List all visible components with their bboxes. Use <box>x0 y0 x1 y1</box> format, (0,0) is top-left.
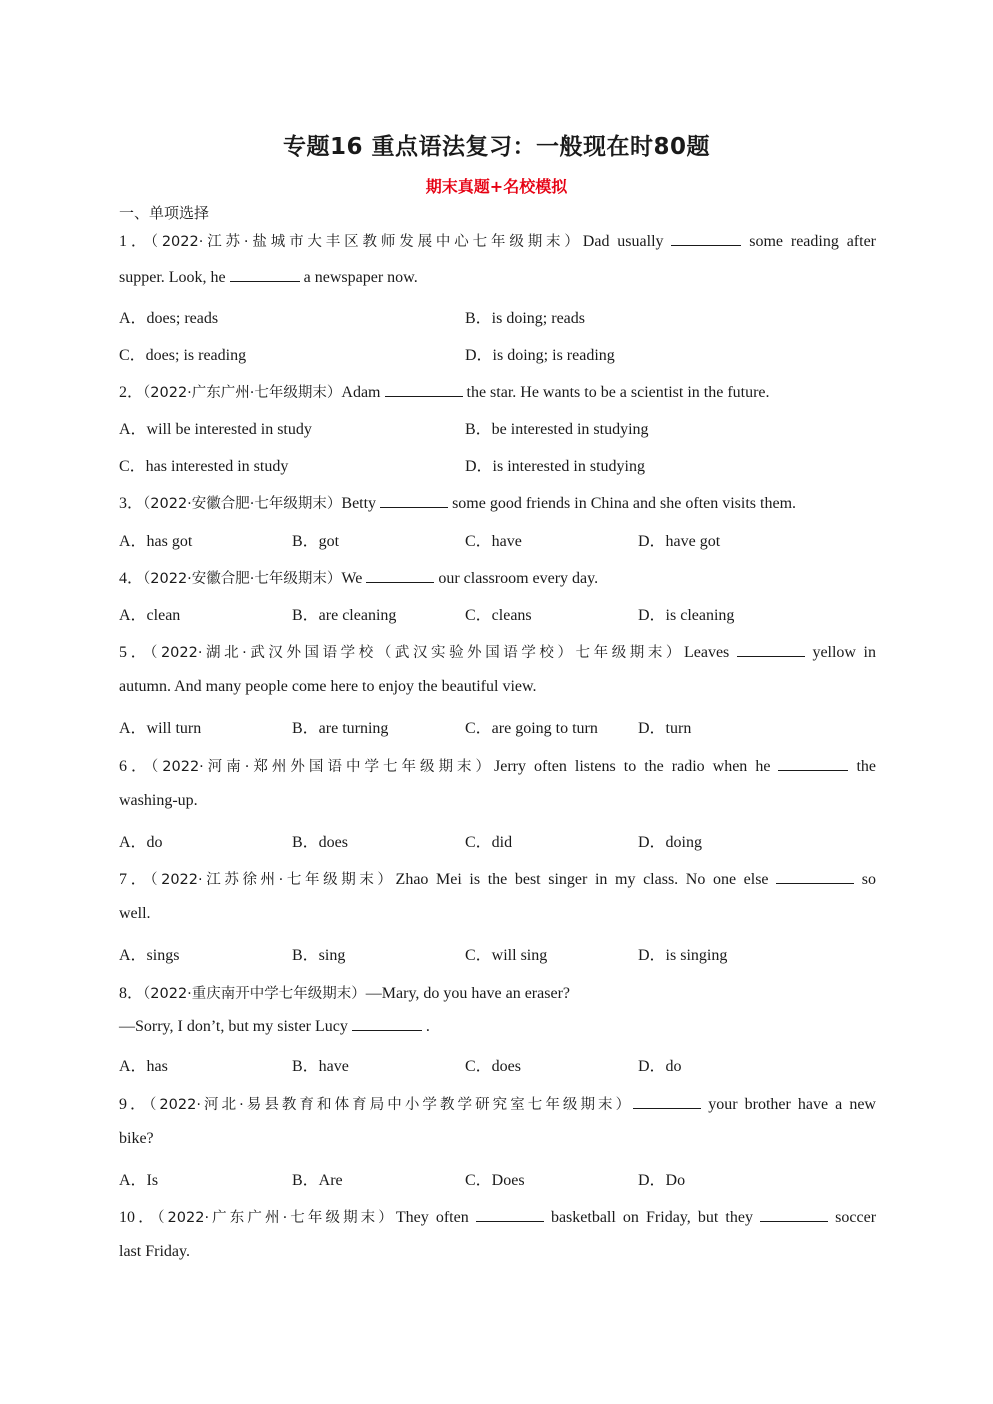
option-c[interactable]: C．are going to turn <box>465 720 598 737</box>
question-3-line-1: 3．（2022·安徽合肥·七年级期末）Betty some good friends in China and she often visits them. <box>119 495 797 512</box>
option-a[interactable]: A．Is <box>119 1172 159 1189</box>
answer-blank <box>366 568 434 583</box>
question-source: （2022·河北·易县教育和体育局中小学教学研究室七年级期末） <box>149 1097 634 1113</box>
option-c[interactable]: C．does; is reading <box>119 347 247 364</box>
question-2-line-1: 2．（2022·广东广州·七年级期末）Adam the star. He wants to be a scientist in the future. <box>119 384 770 401</box>
option-c[interactable]: C．has interested in study <box>119 458 289 475</box>
option-b[interactable]: B．are turning <box>292 720 389 737</box>
option-d[interactable]: D．doing <box>638 834 703 851</box>
option-a[interactable]: A．will be interested in study <box>119 421 312 438</box>
question-source: （2022·江苏徐州·七年级期末） <box>150 872 396 888</box>
option-c[interactable]: C．cleans <box>465 607 532 624</box>
option-d[interactable]: D．turn <box>638 720 692 737</box>
question-8-line-1: 8．（2022·重庆南开中学七年级期末）—Mary, do you have an eraser? <box>119 985 570 1002</box>
option-d[interactable]: D．is doing; is reading <box>465 347 615 364</box>
option-b[interactable]: B．got <box>292 533 340 550</box>
question-5-line-1: 5．（2022·湖北·武汉外国语学校（武汉实验外国语学校）七年级期末）Leaves yellow in <box>119 644 876 661</box>
answer-blank <box>385 382 463 397</box>
option-c[interactable]: C．have <box>465 533 522 550</box>
option-a[interactable]: A．has <box>119 1058 168 1075</box>
answer-blank <box>737 642 805 657</box>
option-a[interactable]: A．do <box>119 834 163 851</box>
question-7-line-2: well. <box>119 905 151 922</box>
question-source: （2022·湖北·武汉外国语学校（武汉实验外国语学校）七年级期末） <box>150 645 684 661</box>
answer-blank <box>380 493 448 508</box>
question-6-line-2: washing-up. <box>119 792 198 809</box>
question-4-line-1: 4．（2022·安徽合肥·七年级期末）We our classroom every day. <box>119 570 599 587</box>
question-1-line-1: 1．（2022·江苏·盐城市大丰区教师发展中心七年级期末）Dad usually some reading after <box>119 233 877 250</box>
option-b[interactable]: B．are cleaning <box>292 607 397 624</box>
question-source: （2022·河南·郑州外国语中学七年级期末） <box>151 759 494 775</box>
question-10-line-2: last Friday. <box>119 1243 190 1260</box>
option-b[interactable]: B．be interested in studying <box>465 421 649 438</box>
answer-blank <box>352 1016 422 1031</box>
question-source: （2022·广东广州·七年级期末） <box>143 385 342 401</box>
answer-blank <box>476 1207 544 1222</box>
question-source: （2022·江苏·盐城市大丰区教师发展中心七年级期末） <box>150 234 583 250</box>
section-heading: 一、单项选择 <box>119 204 210 222</box>
question-source: （2022·重庆南开中学七年级期末） <box>143 986 366 1002</box>
option-c[interactable]: C．will sing <box>465 947 548 964</box>
question-source: （2022·安徽合肥·七年级期末） <box>143 571 342 587</box>
option-c[interactable]: C．does <box>465 1058 522 1075</box>
answer-blank <box>776 869 854 884</box>
question-10-line-1: 10．（2022·广东广州·七年级期末）They often basketball on Friday, but they soccer <box>119 1209 877 1226</box>
option-c[interactable]: C．did <box>465 834 513 851</box>
option-b[interactable]: B．have <box>292 1058 349 1075</box>
answer-blank <box>760 1207 828 1222</box>
question-9-line-2: bike? <box>119 1130 154 1147</box>
question-7-line-1: 7．（2022·江苏徐州·七年级期末）Zhao Mei is the best singer in my class. No one else so <box>119 871 877 888</box>
option-d[interactable]: D．is cleaning <box>638 607 735 624</box>
option-b[interactable]: B．does <box>292 834 349 851</box>
option-b[interactable]: B．is doing; reads <box>465 310 585 327</box>
question-6-line-1: 6．（2022·河南·郑州外国语中学七年级期末）Jerry often listens to the radio when he the <box>119 758 876 775</box>
option-d[interactable]: D．is interested in studying <box>465 458 645 475</box>
option-b[interactable]: B．Are <box>292 1172 343 1189</box>
answer-blank <box>230 267 300 282</box>
option-d[interactable]: D．do <box>638 1058 682 1075</box>
option-a[interactable]: A．clean <box>119 607 181 624</box>
question-9-line-1: 9．（2022·河北·易县教育和体育局中小学教学研究室七年级期末） your brother have a new <box>119 1096 876 1113</box>
question-source: （2022·安徽合肥·七年级期末） <box>143 496 342 512</box>
option-a[interactable]: A．has got <box>119 533 193 550</box>
answer-blank <box>778 756 848 771</box>
option-c[interactable]: C．Does <box>465 1172 525 1189</box>
question-source: （2022·广东广州·七年级期末） <box>157 1210 396 1226</box>
question-8-line-2: —Sorry, I don’t, but my sister Lucy . <box>119 1018 430 1035</box>
option-a[interactable]: A．does; reads <box>119 310 219 327</box>
answer-blank <box>633 1094 701 1109</box>
option-a[interactable]: A．will turn <box>119 720 202 737</box>
answer-blank <box>671 231 741 246</box>
option-d[interactable]: D．Do <box>638 1172 686 1189</box>
question-1-line-2: supper. Look, he a newspaper now. <box>119 269 418 286</box>
option-a[interactable]: A．sings <box>119 947 180 964</box>
page-title: 专题16 重点语法复习：一般现在时80题 <box>282 134 711 160</box>
option-b[interactable]: B．sing <box>292 947 346 964</box>
page-subtitle: 期末真题+名校模拟 <box>425 177 568 196</box>
option-d[interactable]: D．have got <box>638 533 721 550</box>
question-5-line-2: autumn. And many people come here to enjoy the beautiful view. <box>119 678 537 695</box>
option-d[interactable]: D．is singing <box>638 947 728 964</box>
